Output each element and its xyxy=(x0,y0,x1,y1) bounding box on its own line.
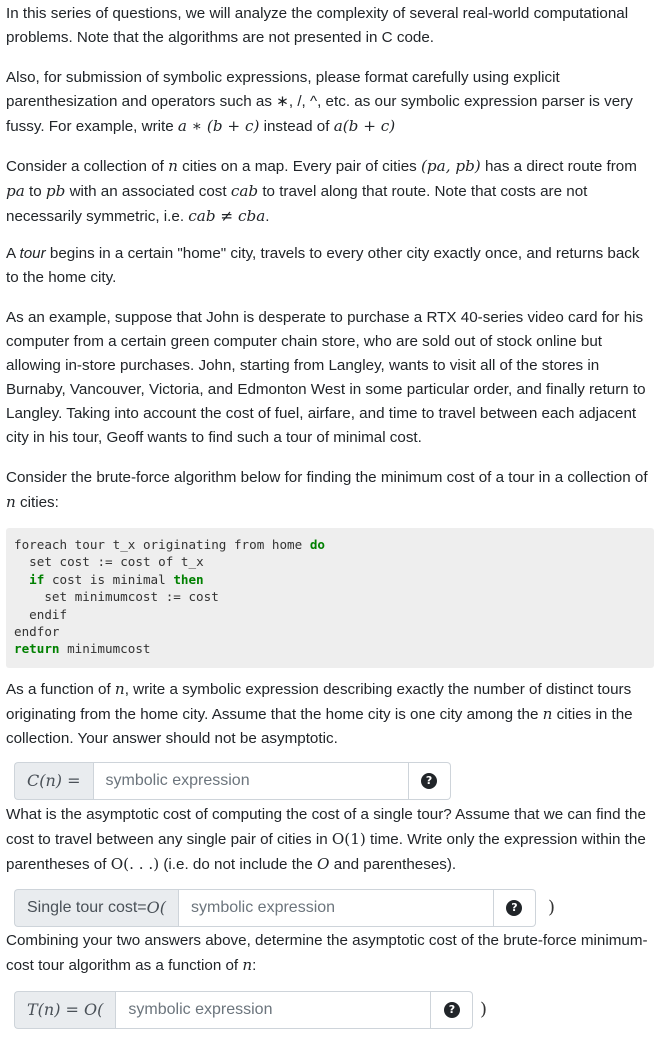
code-line: foreach tour t_x originating from home do xyxy=(14,537,325,552)
question-1-text: As a function of n, write a symbolic expression describing exactly the number of distinct tours originating from the home city. Assume that the home city is one city among the n cities in the collection. Your answer should not be asymptotic. xyxy=(6,680,633,747)
question-help-icon: ? xyxy=(506,900,522,916)
question-3-prefix: T(n) = O( xyxy=(14,991,115,1029)
question-3-close-paren: ) xyxy=(480,999,488,1020)
question-1-answer-input[interactable]: symbolic expression xyxy=(93,762,409,800)
question-2-text: What is the asymptotic cost of computing the cost of a single tour? Assume that we can find the cost to travel between any single pair of cities in O(1) time. Write only the expression within the parentheses of O(. . .) (i.e. do not include the O and parentheses). xyxy=(6,806,646,873)
question-3-input-group xyxy=(14,991,473,1029)
tour-definition-paragraph: A tour begins in a certain "home" city, travels to every other city exactly once, and returns back to the home city. xyxy=(6,245,640,286)
algorithm-code-block xyxy=(6,528,654,668)
asymmetry-math: cab ≠ cba xyxy=(188,207,266,225)
question-help-icon: ? xyxy=(444,1002,460,1018)
question-2-input-group xyxy=(14,889,536,927)
code-line: set cost := cost of t_x xyxy=(29,554,204,570)
math-example-wrong: a(b + c) xyxy=(333,117,396,135)
example-paragraph: As an example, suppose that John is desperate to purchase a RTX 40-series video card for his computer from a certain green computer chain store, who are sold out of stock online but allowing in-store purchases. John, starting from Langley, wants to visit all of the stores in Burnaby, Vancouver, Victoria, and Edmonton West in some particular order, and finally return to Langley. Taking into account the cost of fuel, airfare, and time to travel between each adjacent city in his tour, Geoff wants to find such a tour of minimal cost. xyxy=(6,309,646,446)
code-line: return minimumcost xyxy=(14,641,151,657)
question-3-text: Combining your two answers above, determine the asymptotic cost of the brute-force minimum-cost tour algorithm as a function of n: xyxy=(6,932,648,974)
city-pair-math: (pa, pb) xyxy=(421,157,481,175)
format-paragraph: Also, for submission of symbolic expressions, please format carefully using explicit parenthesization and operators such as ∗, /, ^, etc. as our symbolic expression parser is very fussy. For example, write a ∗ (b + c) instead of a(b + c) xyxy=(6,69,633,135)
question-2-answer-input[interactable]: symbolic expression xyxy=(178,889,494,927)
question-2-close-paren: ) xyxy=(548,897,556,918)
question-3-help-button[interactable] xyxy=(431,991,473,1029)
problem-paragraph: Consider a collection of n cities on a map. Every pair of cities (pa, pb) has a direct route from pa to pb with an associated cost cab to travel along that route. Note that costs are not necessarily symmetric, i.e. cab ≠ cba. xyxy=(6,157,637,225)
code-line: endfor xyxy=(14,624,60,640)
intro-paragraph: In this series of questions, we will analyze the complexity of several real-world computational problems. Note that the algorithms are not presented in C code. xyxy=(6,5,629,46)
question-1-input-group xyxy=(14,762,451,800)
math-example-correct: a ∗ (b + c) xyxy=(177,117,260,135)
question-3-answer-input[interactable]: symbolic expression xyxy=(115,991,431,1029)
question-1-prefix: C(n) = xyxy=(14,762,93,800)
code-line: set minimumcost := cost xyxy=(44,589,219,605)
question-2-prefix: Single tour cost= O( xyxy=(14,889,178,927)
question-help-icon: ? xyxy=(421,773,437,789)
algorithm-intro-paragraph: Consider the brute-force algorithm below for finding the minimum cost of a tour in a collection of n cities: xyxy=(6,469,648,511)
question-1-help-button[interactable] xyxy=(409,762,451,800)
question-2-help-button[interactable] xyxy=(494,889,536,927)
code-line: endif xyxy=(29,606,68,622)
code-line: if cost is minimal then xyxy=(29,571,204,587)
